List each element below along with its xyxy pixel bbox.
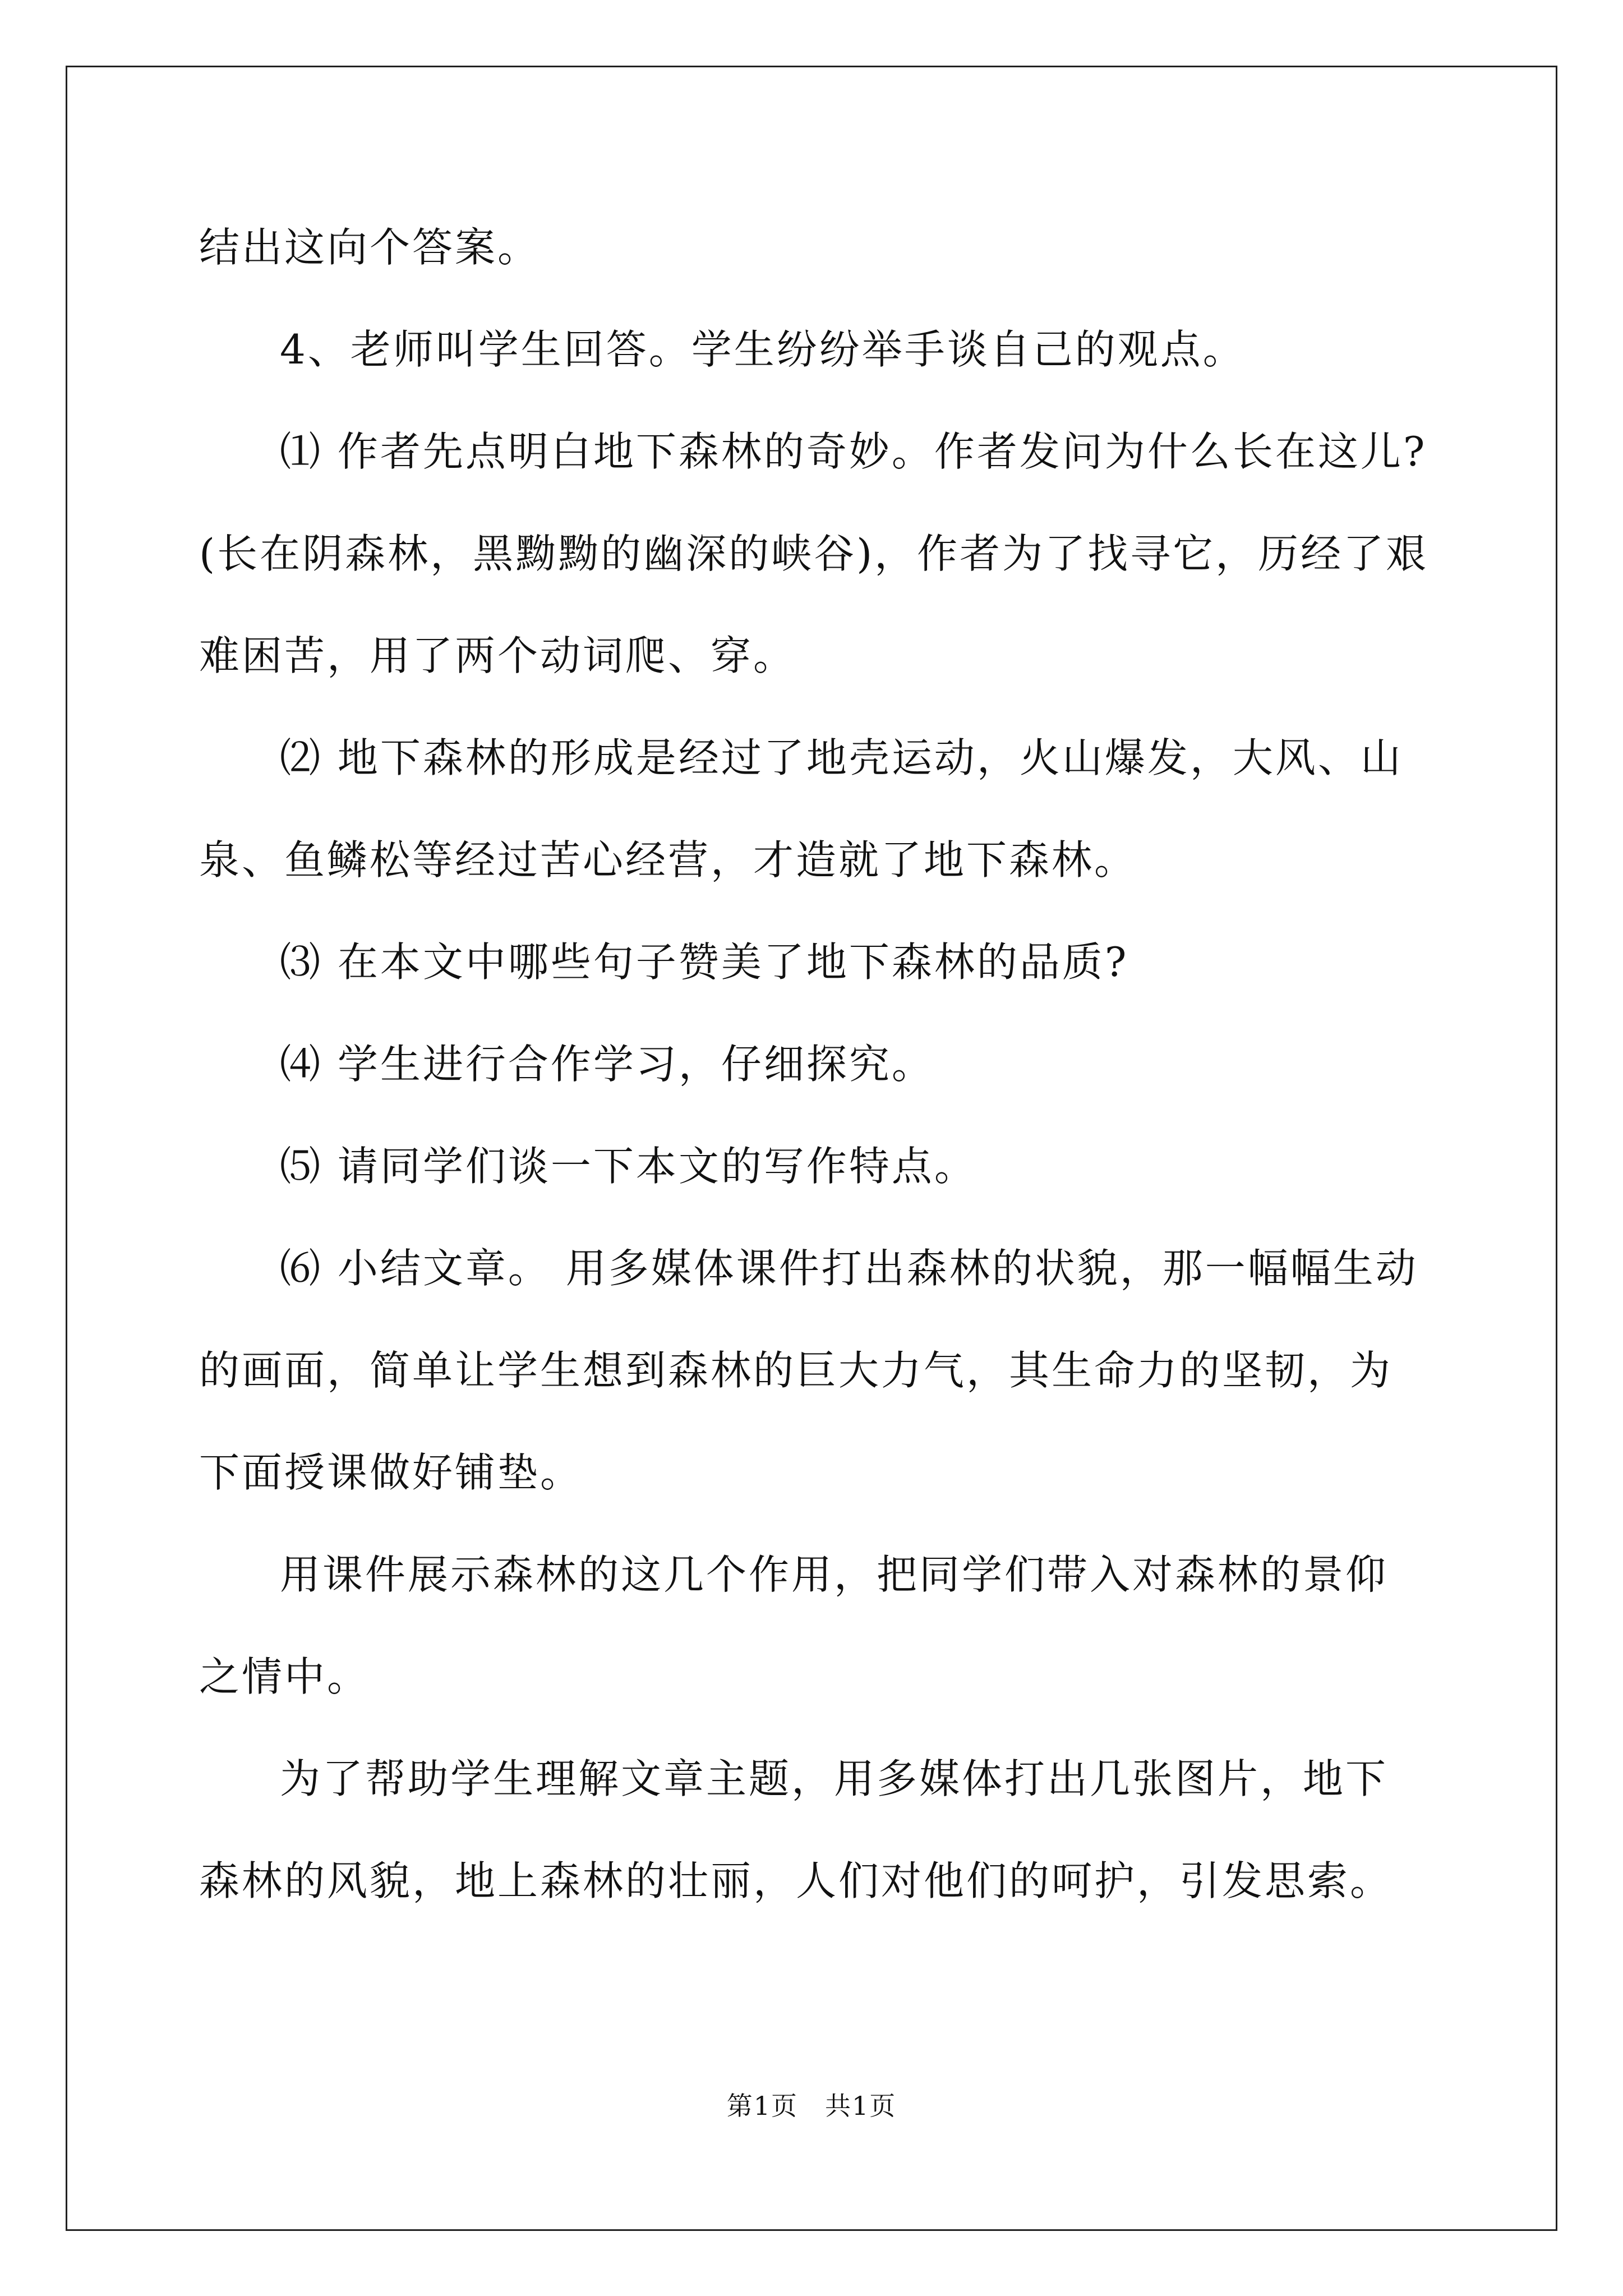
paragraph-2: 4、老师叫学生回答。学生纷纷举手谈自己的观点。 [280,326,1246,373]
paragraph-8: ⑹ 小结文章。 用多媒体课件打出森林的状貌，那一幅幅生动的画面，简单让学生想到森林的巨大力气，其生命力的坚韧，为下面授课做好铺垫。 [199,1245,1418,1496]
page-number-footer: 第1页 共1页 [726,2091,897,2121]
paragraph-5: ⑶ 在本文中哪些句子赞美了地下森林的品质? [280,938,1129,986]
paragraph-9: 用课件展示森林的这几个作用，把同学们带入对森林的景仰之情中。 [199,1551,1389,1700]
paragraph-1: 结出这向个答案。 [199,224,541,271]
paragraph-6: ⑷ 学生进行合作学习，仔细探究。 [280,1041,934,1088]
paragraph-4: ⑵ 地下森林的形成是经过了地壳运动，火山爆发，大风、山泉、鱼鳞松等经过苦心经营，才造就了地下森林。 [199,734,1403,884]
paragraph-10: 为了帮助学生理解文章主题，用多媒体打出几张图片，地下森林的风貌，地上森林的壮丽，人们对他们的呵护，引发思索。 [199,1755,1393,1904]
paragraph-3: ⑴ 作者先点明白地下森林的奇妙。作者发问为什么长在这儿?(长在阴森林，黑黝黝的幽深的峡谷)，作者为了找寻它，历经了艰难困苦，用了两个动词爬、穿。 [199,428,1429,679]
document-body [199,196,1430,1932]
paragraph-7: ⑸ 请同学们谈一下本文的写作特点。 [280,1143,977,1190]
